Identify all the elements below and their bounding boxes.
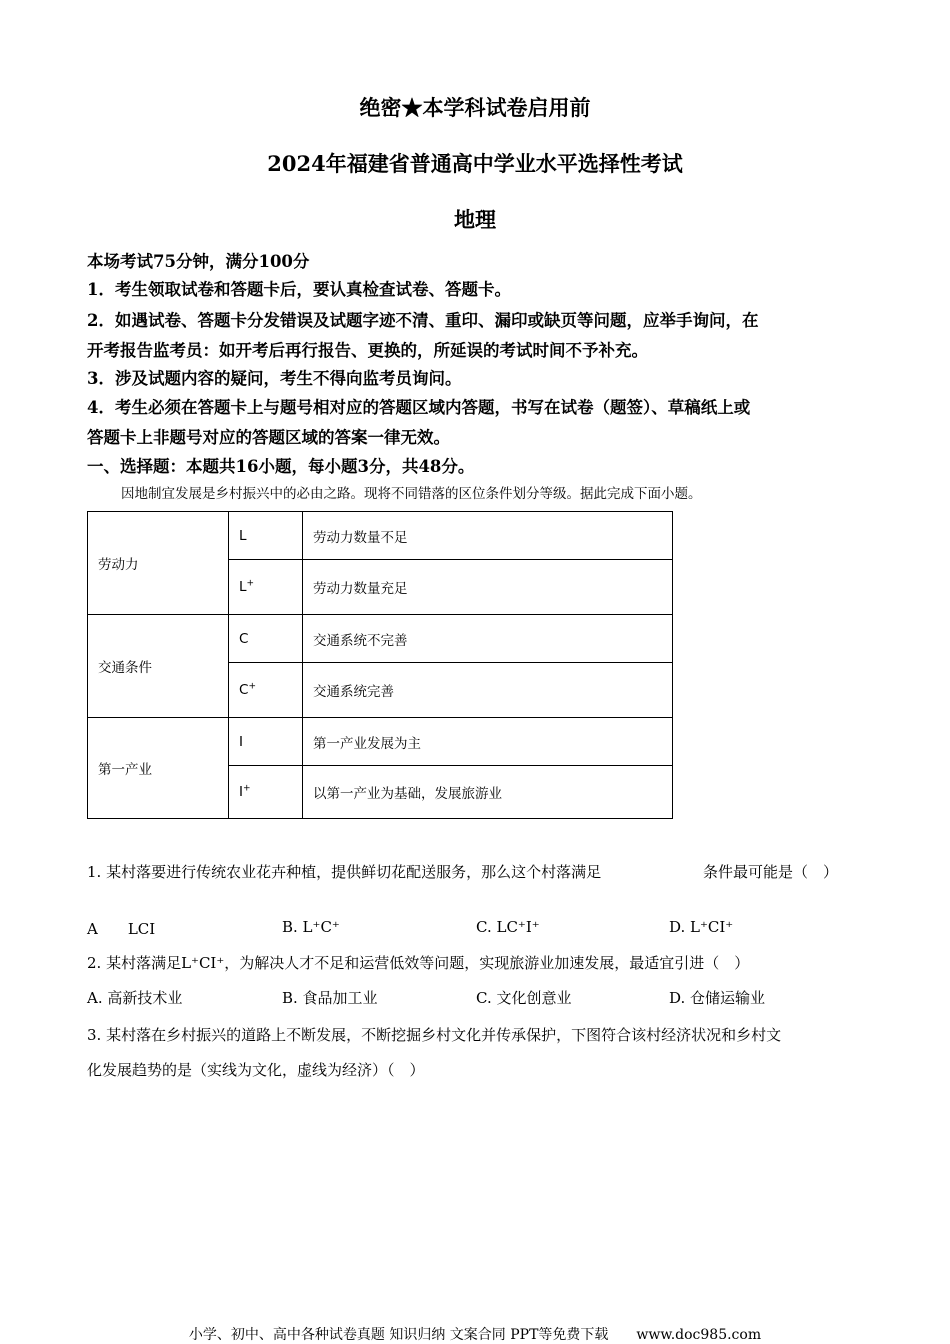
- subject-title: 地理: [454, 207, 496, 232]
- desc-cell: 第一产业发展为主: [303, 718, 673, 766]
- exam-time-line: 本场考试75分钟，满分100分: [87, 252, 310, 271]
- code-cell: I: [229, 718, 303, 766]
- instruction-2: 2．如遇试卷、答题卡分发错误及试题字迹不清、重印、漏印或缺页等问题，应举手询问，在: [87, 311, 759, 330]
- secret-label: 绝密★本学科试卷启用前: [359, 95, 591, 120]
- location-grade-table: [87, 511, 673, 819]
- code-cell: L+: [229, 560, 303, 615]
- instruction-3: 3．涉及试题内容的疑问，考生不得向监考员询问。: [87, 369, 462, 388]
- question-1-stem: 1. 某村落要进行传统农业花卉种植，提供鲜切花配送服务，那么这个村落满足: [87, 863, 602, 881]
- table-row: [88, 718, 673, 766]
- question-3-stem-cont: 化发展趋势的是（实线为文化，虚线为经济）（ ）: [87, 1061, 425, 1079]
- question-1-option-c[interactable]: C. LC⁺I⁺: [476, 918, 540, 936]
- desc-cell: 劳动力数量充足: [303, 560, 673, 615]
- footer-text: 小学、初中、高中各种试卷真题 知识归纳 文案合同 PPT等免费下载 www.doc985.com: [188, 1327, 762, 1343]
- question-2-option-d[interactable]: D. 仓储运输业: [669, 989, 766, 1007]
- exam-title: 2024年福建省普通高中学业水平选择性考试: [267, 151, 683, 176]
- section-intro: 因地制宜发展是乡村振兴中的必由之路。现将不同错落的区位条件划分等级。据此完成下面小题。: [121, 486, 702, 502]
- desc-cell: 劳动力数量不足: [303, 512, 673, 560]
- desc-cell: 交通系统不完善: [303, 615, 673, 663]
- instruction-1: 1．考生领取试卷和答题卡后，要认真检查试卷、答题卡。: [87, 280, 511, 299]
- instruction-4: 4．考生必须在答题卡上与题号相对应的答题区域内答题，书写在试卷（题签）、草稿纸上或: [87, 398, 751, 417]
- question-2-option-c[interactable]: C. 文化创意业: [476, 989, 572, 1007]
- question-2-option-b[interactable]: B. 食品加工业: [282, 989, 378, 1007]
- code-cell: L: [229, 512, 303, 560]
- category-cell: 第一产业: [88, 718, 229, 819]
- question-1-stem-end: 条件最可能是（ ）: [703, 863, 839, 881]
- code-cell: I+: [229, 766, 303, 819]
- question-3-stem: 3. 某村落在乡村振兴的道路上不断发展，不断挖掘乡村文化并传承保护，下图符合该村经济状况和乡村文: [87, 1026, 782, 1044]
- question-2-stem: 2. 某村落满足L⁺CI⁺，为解决人才不足和运营低效等问题，实现旅游业加速发展，最适宜引进（ ）: [87, 954, 750, 972]
- question-2-option-a[interactable]: A. 高新技术业: [87, 989, 183, 1007]
- table-row: [88, 512, 673, 560]
- instruction-2-cont: 开考报告监考员：如开考后再行报告、更换的，所延误的考试时间不予补充。: [87, 341, 648, 360]
- category-cell: 劳动力: [88, 512, 229, 615]
- code-cell: C: [229, 615, 303, 663]
- instruction-4-cont: 答题卡上非题号对应的答题区域的答案一律无效。: [87, 428, 450, 447]
- question-1-option-d[interactable]: D. L⁺CI⁺: [669, 918, 734, 936]
- desc-cell: 交通系统完善: [303, 663, 673, 718]
- desc-cell: 以第一产业为基础，发展旅游业: [303, 766, 673, 819]
- table-row: [88, 615, 673, 663]
- code-cell: C+: [229, 663, 303, 718]
- question-1-option-a[interactable]: A LCI: [87, 920, 156, 938]
- category-cell: 交通条件: [88, 615, 229, 718]
- section-heading: 一、选择题：本题共16小题，每小题3分，共48分。: [87, 457, 475, 476]
- question-1-option-b[interactable]: B. L⁺C⁺: [282, 918, 340, 936]
